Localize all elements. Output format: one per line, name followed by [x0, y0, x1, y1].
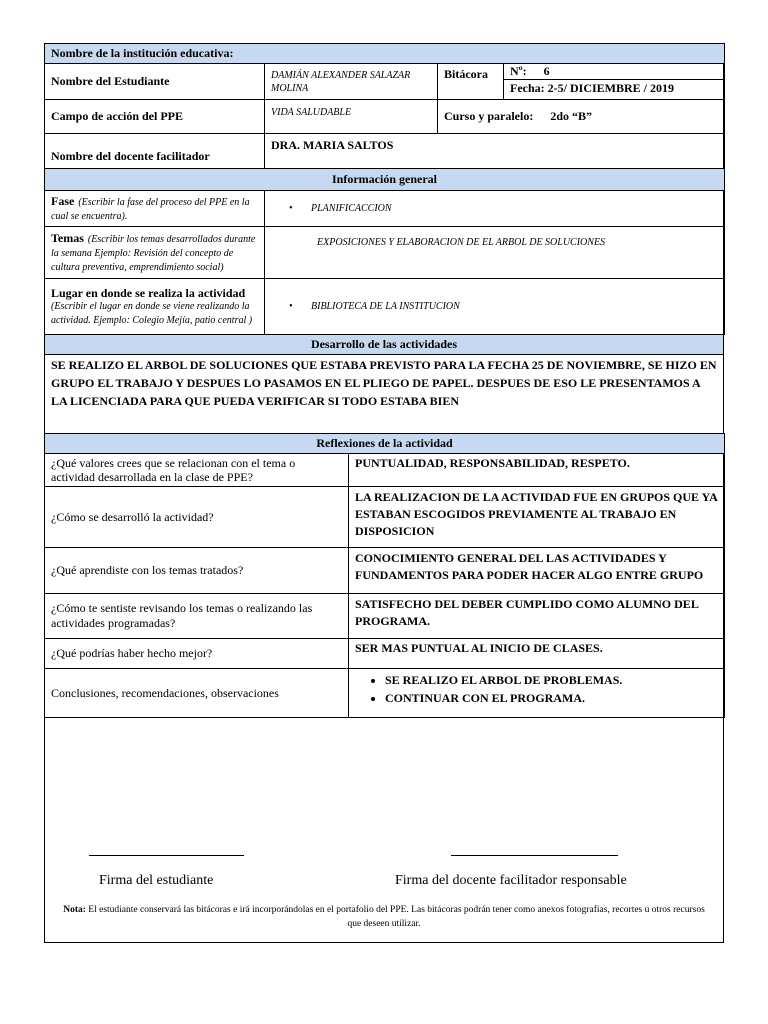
campo-value: VIDA SALUDABLE — [265, 100, 438, 134]
curso-cell — [438, 100, 725, 134]
lugar-label: Lugar en donde se realiza la actividad — [51, 285, 246, 300]
curso-value: 2do “B” — [550, 109, 593, 123]
question-5: ¿Qué podrías haber hecho mejor? — [45, 639, 349, 669]
answer-3: CONOCIMIENTO GENERAL DEL LAS ACTIVIDADES Y FUNDAMENTOS PARA PODER HACER ALGO ENTRE GRUPO — [349, 548, 725, 594]
desarrollo-title: Desarrollo de las actividades — [45, 335, 724, 355]
reflexiones-title: Reflexiones de la actividad — [45, 434, 725, 454]
date-line: Fecha: 2-5/ DICIEMBRE / 2019 — [510, 81, 674, 95]
question-3: ¿Qué aprendiste con los temas tratados? — [45, 548, 349, 594]
curso-label: Curso y paralelo: — [444, 109, 534, 123]
reflexiones-table — [44, 433, 725, 718]
bitacora-label: Bitácora — [438, 64, 504, 100]
conclusion-item: • CONTINUAR CON EL PROGRAMA. — [385, 689, 718, 707]
conclusions-label: Conclusiones, recomendaciones, observaciones — [45, 669, 349, 718]
number-label: Nº: — [510, 64, 527, 78]
footnote-label: Nota: — [63, 905, 86, 915]
docente-label: Nombre del docente facilitador — [45, 134, 265, 172]
desarrollo-table — [44, 334, 724, 438]
fase-hint: (Escribir la fase del proceso del PPE en la cual se encuentra). — [51, 196, 250, 222]
desarrollo-text: SE REALIZO EL ARBOL DE SOLUCIONES QUE ESTABA PREVISTO PARA LA FECHA 25 DE NOVIEMBRE, SE HIZO EN GRUPO EL TRABAJO Y DESPUES LO PASAMOS EN EL PLIEGO DE PAPEL. DESPUES DE ESO LE PRESENTAMOS A LA LICENCIADA PARA QUE PUEDA VERIFICAR SI TODO ESTABA BIEN — [45, 355, 724, 438]
footnote-text: El estudiante conservará las bitácoras e irá incorporándolas en el portafolio del PPE. Las bitácoras podrán tener como anexos fotografías, recortes u otros recursos que deseen utilizar. — [85, 905, 705, 929]
fase-value: PLANIFICACCION — [311, 203, 392, 214]
student-signature-label: Firma del estudiante — [99, 873, 214, 888]
conclusion-item: • SE REALIZO EL ARBOL DE PROBLEMAS. — [385, 671, 718, 689]
teacher-signature-line — [451, 855, 618, 856]
lugar-value-cell — [265, 279, 725, 335]
number-value: 6 — [543, 64, 550, 78]
header-table — [44, 43, 725, 172]
student-value: DAMIÁN ALEXANDER SALAZAR MOLINA — [265, 64, 438, 100]
temas-cell — [45, 227, 265, 279]
lugar-cell — [45, 279, 265, 335]
campo-label: Campo de acción del PPE — [45, 100, 265, 134]
bitacora-cell — [504, 64, 725, 100]
institution-label: Nombre de la institución educativa: — [45, 44, 725, 64]
footnote — [60, 903, 708, 931]
docente-value: DRA. MARIA SALTOS — [265, 134, 725, 172]
fase-value-cell — [265, 191, 725, 227]
fase-cell — [45, 191, 265, 227]
answer-1: PUNTUALIDAD, RESPONSABILIDAD, RESPETO. — [349, 454, 725, 487]
answer-4: SATISFECHO DEL DEBER CUMPLIDO COMO ALUMNO DEL PROGRAMA. — [349, 594, 725, 639]
temas-label: Temas — [51, 230, 84, 245]
info-title: Información general — [45, 169, 725, 191]
temas-value: EXPOSICIONES Y ELABORACION DE EL ARBOL DE SOLUCIONES — [265, 227, 725, 279]
lugar-hint: (Escribir el lugar en donde se viene realizando la actividad. Ejemplo: Colegio Mejía, patio central ) — [51, 300, 253, 326]
teacher-signature-label: Firma del docente facilitador responsable — [395, 873, 627, 888]
answer-5: SER MAS PUNTUAL AL INICIO DE CLASES. — [349, 639, 725, 669]
student-signature-line — [89, 855, 244, 856]
number-line — [504, 64, 724, 80]
student-label: Nombre del Estudiante — [45, 64, 265, 100]
info-table — [44, 168, 725, 335]
lugar-value: BIBLIOTECA DE LA INSTITUCION — [311, 301, 460, 312]
question-4: ¿Cómo te sentiste revisando los temas o realizando las actividades programadas? — [45, 594, 349, 639]
conclusions-list — [355, 671, 718, 707]
answer-2: LA REALIZACION DE LA ACTIVIDAD FUE EN GRUPOS QUE YA ESTABAN ESCOGIDOS PREVIAMENTE AL TRABAJO EN DISPOSICION — [349, 487, 725, 548]
question-1: ¿Qué valores crees que se relacionan con el tema o actividad desarrollada en la clase de PPE? — [45, 454, 349, 487]
temas-hint: (Escribir los temas desarrollados durante la semana Ejemplo: Revisión del concepto de cultura preventiva, emprendimiento social) — [51, 233, 256, 273]
question-2: ¿Cómo se desarrolló la actividad? — [45, 487, 349, 548]
conclusions-cell — [349, 669, 725, 718]
fase-label: Fase — [51, 193, 75, 208]
